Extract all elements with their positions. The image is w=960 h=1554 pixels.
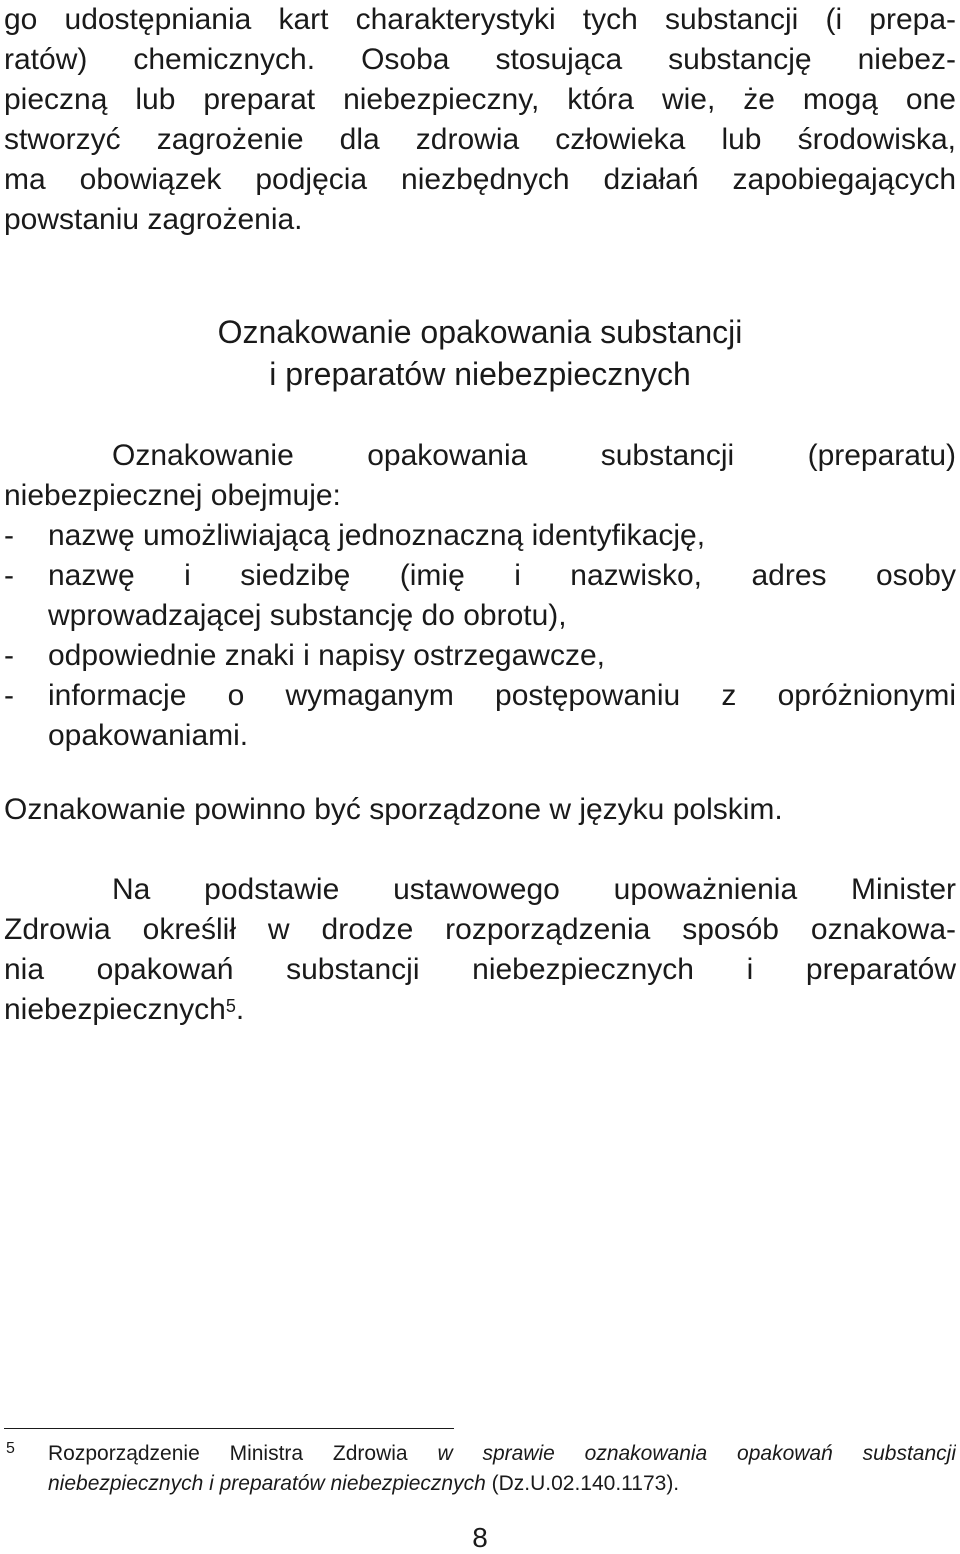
paragraph-4-line-4 <box>4 990 956 1030</box>
paragraph-4-period: . <box>235 993 245 1026</box>
paragraph-3: Oznakowanie powinno być sporządzone w języku polskim. <box>4 793 783 826</box>
list-dash: - <box>4 559 14 592</box>
paragraph-2-line-1: Oznakowanie opakowania substancji (preparatu) <box>112 439 956 472</box>
footnote-regular-text: (Dz.U.02.140.1173). <box>485 1472 680 1495</box>
footnote-separator <box>4 1428 454 1429</box>
list-item-text: wprowadzającej substancję do obrotu), <box>48 599 567 632</box>
list-item <box>4 676 956 716</box>
footnote-reference[interactable]: 5 <box>225 996 236 1016</box>
page-number: 8 <box>472 1522 488 1553</box>
paragraph-1-line-6: powstaniu zagrożenia. <box>4 203 303 236</box>
list-item-continuation <box>4 596 956 636</box>
list-dash: - <box>4 519 14 552</box>
footnote-mark: 5 <box>6 1440 15 1457</box>
paragraph-2-line-2: niebezpiecznej obejmuje: <box>4 479 341 512</box>
section-heading-line-2: i preparatów niebezpiecznych <box>269 356 691 392</box>
list-dash: - <box>4 639 14 672</box>
list-item <box>4 636 956 676</box>
list-item-continuation <box>4 716 956 756</box>
paragraph-1-line-3: pieczną lub preparat niebezpieczny, która wie, że mogą one <box>4 83 956 116</box>
paragraph-1-line-5: ma obowiązek podjęcia niezbędnych działań zapobiegających <box>4 163 956 196</box>
paragraph-4-line-1: Na podstawie ustawowego upoważnienia Minister <box>112 873 956 906</box>
list-item <box>4 516 956 556</box>
footnote-italic-text: niebezpiecznych i preparatów niebezpiecznych <box>48 1472 486 1495</box>
paragraph-1-line-2: ratów) chemicznych. Osoba stosująca substancję niebez- <box>4 43 956 76</box>
list-item-text: opakowaniami. <box>48 719 249 752</box>
list-item-text: odpowiednie znaki i napisy ostrzegawcze, <box>48 639 605 672</box>
list-item-text: informacje o wymaganym postępowaniu z opróżnionymi <box>48 679 956 712</box>
list-item-text: nazwę i siedzibę (imię i nazwisko, adres osoby <box>48 559 956 592</box>
list-dash: - <box>4 679 14 712</box>
footnote-line-2 <box>48 1470 956 1498</box>
paragraph-4-line-4-text: niebezpiecznych <box>4 993 226 1026</box>
paragraph-4-line-2: Zdrowia określił w drodze rozporządzenia sposób oznakowa- <box>4 913 956 946</box>
section-heading-line-1: Oznakowanie opakowania substancji <box>217 314 743 350</box>
list-item <box>4 556 956 596</box>
footnote-line-1 <box>48 1440 956 1468</box>
paragraph-1-line-1: go udostępniania kart charakterystyki tych substancji (i prepa- <box>4 3 956 36</box>
paragraph-1-line-4: stworzyć zagrożenie dla zdrowia człowieka lub środowiska, <box>4 123 956 156</box>
footnote-regular-text: Rozporządzenie Ministra Zdrowia <box>48 1442 438 1465</box>
list-item-text: nazwę umożliwiającą jednoznaczną identyfikację, <box>48 519 706 552</box>
footnote-italic-text: w sprawie oznakowania opakowań substancji <box>437 1442 956 1465</box>
paragraph-4-line-3: nia opakowań substancji niebezpiecznych i preparatów <box>4 953 956 986</box>
